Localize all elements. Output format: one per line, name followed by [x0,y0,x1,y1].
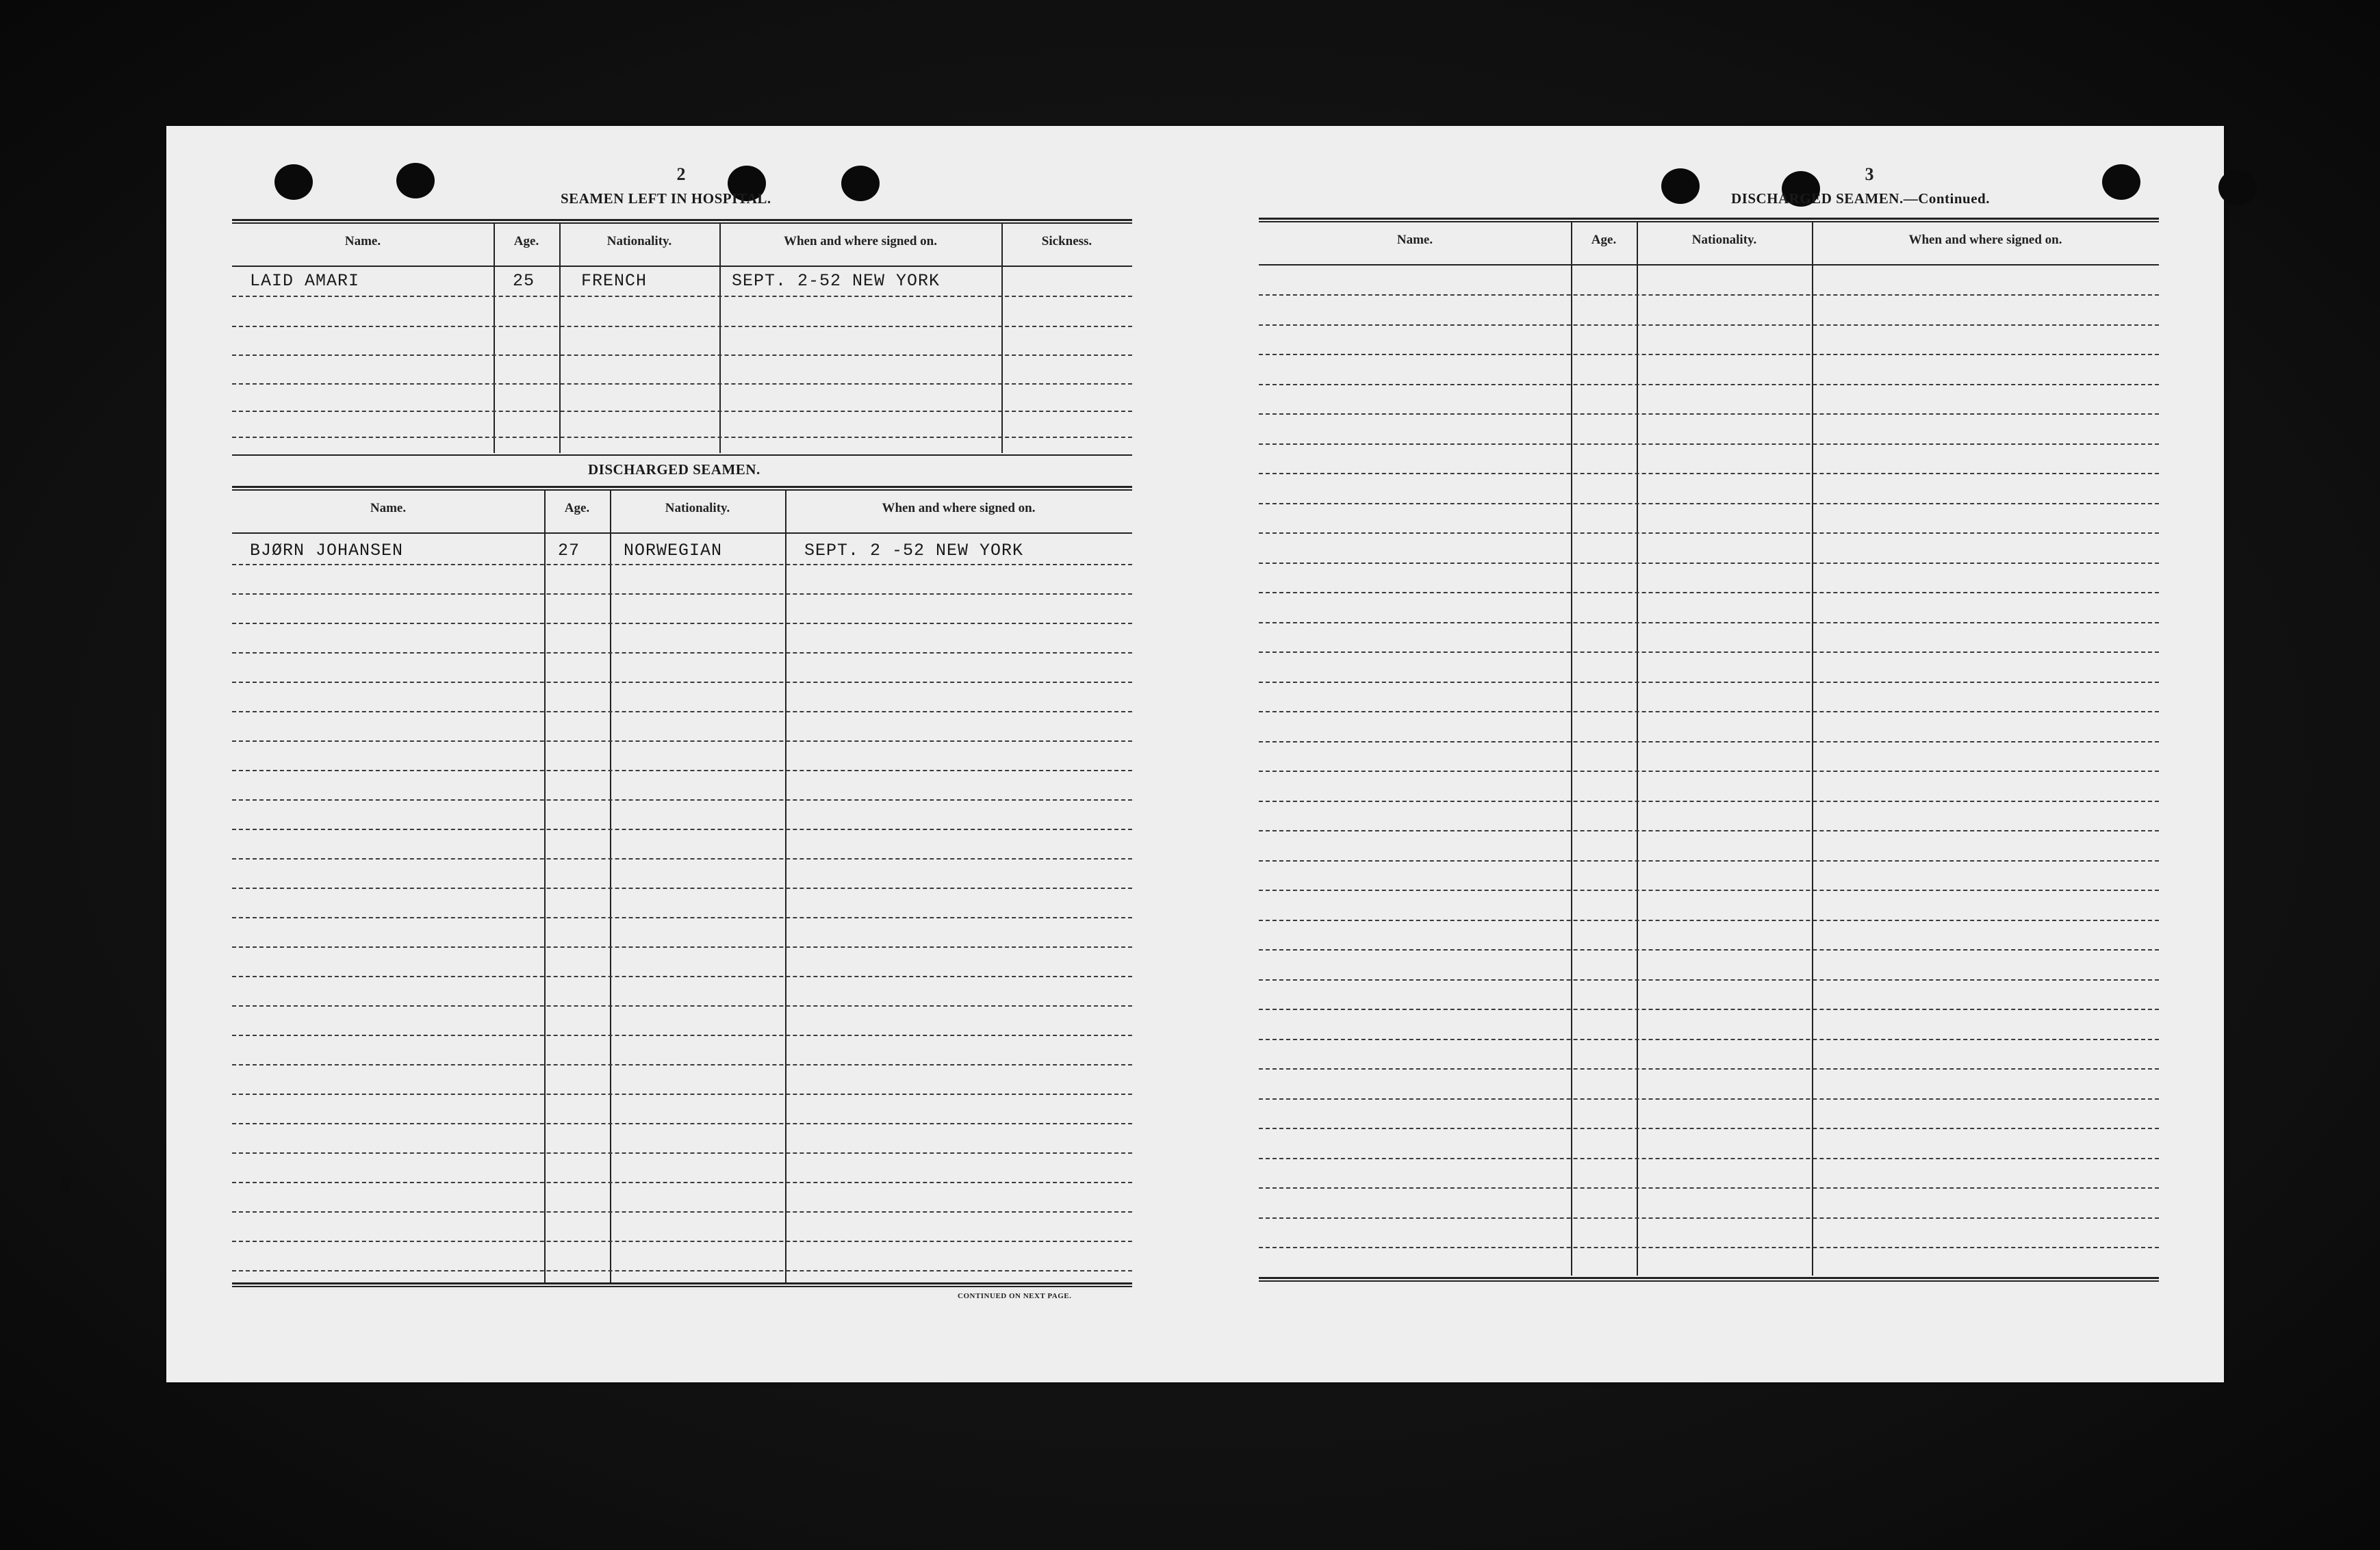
ruled-line [232,564,1132,565]
ruled-line [232,1123,1132,1124]
ruled-line [1259,324,2159,326]
punch-hole [841,166,880,201]
ruled-line [1259,1039,2159,1040]
col-nationality-header: Nationality. [1691,233,1757,247]
ruled-line [232,593,1132,595]
ruled-line [1259,384,2159,385]
ruled-line [232,888,1132,889]
discharged-row-age: 27 [558,541,580,560]
ruled-line [232,770,1132,771]
ruled-line [1259,771,2159,772]
col-nationality-header: Nationality. [606,234,672,248]
ruled-line [1259,1068,2159,1070]
page-number: 2 [676,164,686,184]
ruled-line [1259,682,2159,683]
left-page [232,126,1132,1382]
ruled-line [1259,473,2159,474]
right-page [1259,126,2159,1382]
page-number: 3 [1865,164,1874,184]
ruled-line [232,1241,1132,1242]
continued-footnote: CONTINUED ON NEXT PAGE. [958,1292,1072,1300]
ruled-line [1259,949,2159,951]
discharged-table [232,486,1132,1430]
hospital-row-age: 25 [513,271,535,291]
hospital-section-title: SEAMEN LEFT IN HOSPITAL. [561,190,771,207]
discharged-row-nationality: NORWEGIAN [624,541,723,560]
col-sickness-header: Sickness. [1041,234,1092,248]
ruled-line [1259,592,2159,593]
ruled-line [1259,294,2159,296]
ruled-line [232,1182,1132,1183]
hospital-row-signed-on: SEPT. 2-52 NEW YORK [732,271,941,291]
ruled-line [1259,563,2159,564]
col-age-header: Age. [513,234,539,248]
ruled-line [1259,1217,2159,1219]
ruled-line [232,623,1132,624]
ruled-line [232,652,1132,654]
col-age-header: Age. [1591,233,1617,247]
ruled-line [232,1270,1132,1271]
col-name-header: Name. [1396,233,1433,247]
ruled-line [1259,860,2159,862]
discharged-row-name: BJØRN JOHANSEN [250,541,404,560]
ruled-line [1259,503,2159,504]
ruled-line [232,1064,1132,1065]
ruled-line [1259,801,2159,802]
ruled-line [1259,741,2159,742]
ruled-line [1259,413,2159,415]
ruled-line [232,711,1132,712]
discharged-row-signed-on: SEPT. 2 -52 NEW YORK [804,541,1024,560]
ruled-line [1259,890,2159,891]
ruled-line [232,917,1132,918]
col-age-header: Age. [564,501,590,515]
ruled-line [1259,830,2159,831]
discharged-continued-table [1259,218,2159,1285]
punch-hole [2102,164,2140,200]
ruled-line [1259,1187,2159,1189]
ruled-line [1259,443,2159,445]
ruled-line [232,1094,1132,1095]
hospital-row-name: LAID AMARI [250,271,360,291]
discharged-continued-title: DISCHARGED SEAMEN.—Continued. [1731,190,1990,207]
ruled-line [1259,1009,2159,1010]
ruled-line [232,946,1132,948]
ruled-line [1259,1247,2159,1248]
punch-hole [274,164,313,200]
col-name-header: Name. [344,234,381,248]
ruled-line [1259,979,2159,981]
ruled-line [1259,711,2159,712]
ruled-line [232,976,1132,977]
col-name-header: Name. [370,501,407,515]
ruled-line [232,829,1132,830]
ruled-line [1259,1098,2159,1100]
ruled-line [232,1035,1132,1036]
ruled-line [1259,920,2159,921]
hospital-row-nationality: FRENCH [581,271,648,291]
ruled-line [1259,651,2159,653]
ruled-line [232,858,1132,860]
ruled-line [232,1211,1132,1213]
ruled-line [1259,622,2159,623]
ruled-line [232,1005,1132,1007]
ruled-line [1259,532,2159,534]
col-signed-on-header: When and where signed on. [1908,233,2062,247]
punch-hole [396,163,435,198]
ruled-line [1259,1128,2159,1129]
ruled-line [232,740,1132,742]
film-speck [62,1174,71,1192]
ruled-line [1259,1158,2159,1159]
ruled-line [232,682,1132,683]
ruled-line [232,1152,1132,1154]
col-signed-on-header: When and where signed on. [882,501,1036,515]
col-nationality-header: Nationality. [665,501,730,515]
manifest-sheet [166,126,2224,1382]
discharged-section-title: DISCHARGED SEAMEN. [588,461,760,478]
punch-hole [1661,168,1700,204]
ruled-line [232,799,1132,801]
punch-hole [2218,170,2257,205]
ruled-line [1259,354,2159,355]
col-signed-on-header: When and where signed on. [783,234,937,248]
